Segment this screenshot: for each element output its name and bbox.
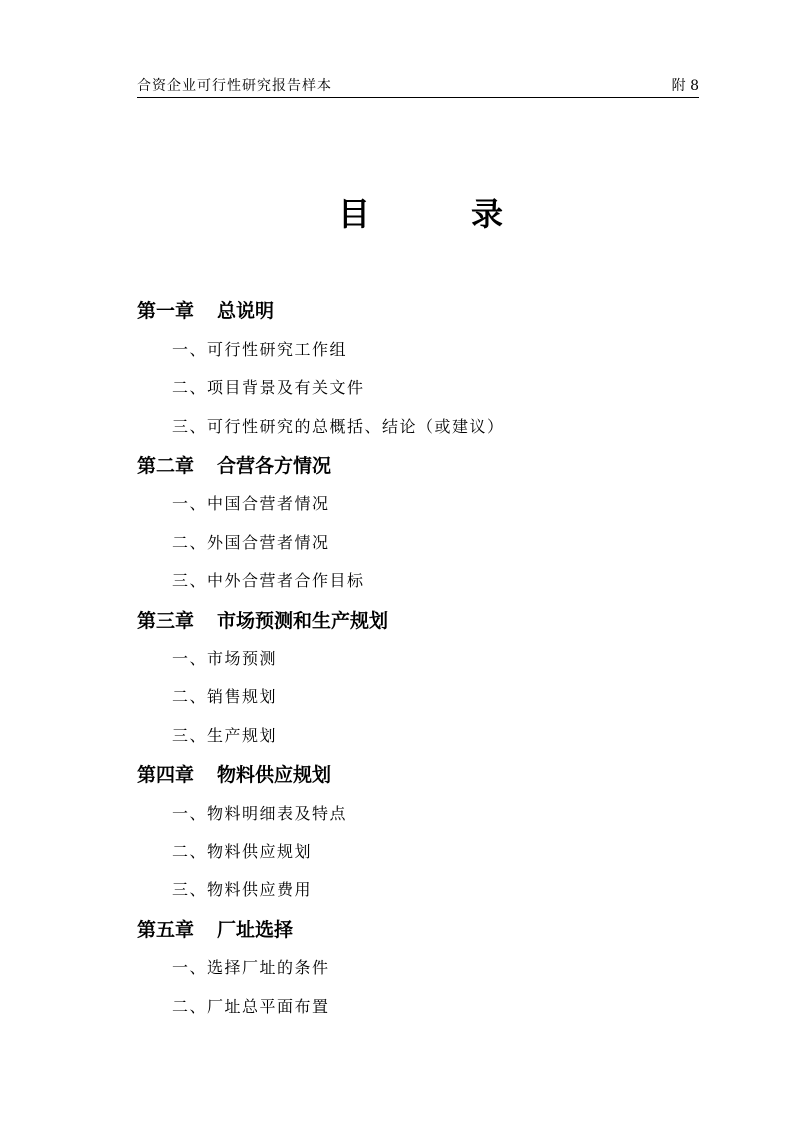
chapter-title: 市场预测和生产规划 [217, 610, 389, 632]
chapter-title: 厂址选择 [217, 919, 294, 941]
chapter-heading[interactable] [137, 299, 274, 323]
chapter-heading[interactable] [137, 454, 331, 478]
chapter-heading[interactable] [137, 763, 331, 787]
section-entry[interactable]: 一、可行性研究工作组 [172, 340, 348, 359]
chapter-title: 总说明 [217, 300, 275, 322]
section-entry[interactable]: 一、物料明细表及特点 [172, 804, 348, 823]
chapter-number: 第五章 [137, 919, 195, 941]
section-entry[interactable]: 一、市场预测 [172, 649, 278, 668]
section-entry[interactable]: 二、项目背景及有关文件 [172, 378, 365, 397]
section-entry[interactable]: 二、外国合营者情况 [172, 533, 330, 552]
toc-title-char-2: 录 [471, 195, 504, 233]
chapter-number: 第一章 [137, 300, 195, 322]
chapter-title: 合营各方情况 [217, 455, 332, 477]
section-entry[interactable]: 二、销售规划 [172, 687, 278, 706]
chapter-number: 第三章 [137, 610, 195, 632]
section-entry[interactable]: 三、可行性研究的总概括、结论（或建议） [172, 417, 505, 436]
appendix-label: 附 8 [671, 78, 699, 94]
toc-title-char-1: 目 [338, 195, 371, 233]
section-entry[interactable]: 二、厂址总平面布置 [172, 997, 330, 1016]
document-title: 合资企业可行性研究报告样本 [137, 78, 332, 94]
section-entry[interactable]: 三、中外合营者合作目标 [172, 571, 365, 590]
chapter-number: 第四章 [137, 764, 195, 786]
section-entry[interactable]: 一、选择厂址的条件 [172, 958, 330, 977]
section-entry[interactable]: 二、物料供应规划 [172, 842, 313, 861]
chapter-number: 第二章 [137, 455, 195, 477]
section-entry[interactable]: 三、生产规划 [172, 726, 278, 745]
section-entry[interactable]: 三、物料供应费用 [172, 880, 313, 899]
chapter-heading[interactable] [137, 609, 388, 633]
chapter-title: 物料供应规划 [217, 764, 332, 786]
chapter-heading[interactable] [137, 918, 293, 942]
section-entry[interactable]: 一、中国合营者情况 [172, 494, 330, 513]
